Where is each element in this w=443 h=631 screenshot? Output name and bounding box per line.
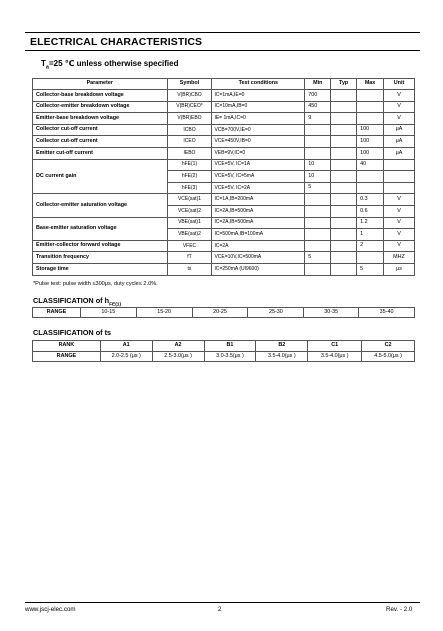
- typ-cell: [331, 124, 357, 136]
- hfe-classification-title: [33, 296, 121, 307]
- typ-cell: [331, 101, 357, 113]
- typ-cell: [331, 90, 357, 102]
- min-cell: [305, 263, 331, 275]
- typ-cell: [331, 147, 357, 159]
- parameter-cell: Collector-emitter saturation voltage: [33, 194, 168, 217]
- table-row: [33, 308, 415, 318]
- symbol-cell: VCE(sat)2: [167, 205, 212, 217]
- unit-cell: [384, 159, 415, 171]
- rank-cell: A2: [152, 341, 204, 352]
- parameter-cell: DC current gain: [33, 159, 168, 194]
- col-header: Parameter: [33, 79, 168, 90]
- max-cell: 100: [357, 136, 384, 148]
- unit-cell: μs: [384, 263, 415, 275]
- symbol-cell: ICEO: [167, 136, 212, 148]
- max-cell: 100: [357, 147, 384, 159]
- col-header: Min: [305, 79, 331, 90]
- table-row: [33, 351, 415, 362]
- symbol-cell: VCE(sat)1: [167, 194, 212, 206]
- table-row: [33, 90, 415, 102]
- test-cell: IC=1mA,IE=0: [212, 90, 305, 102]
- min-cell: 10: [305, 159, 331, 171]
- footer-website[interactable]: www.jscj-elec.com: [25, 606, 76, 613]
- min-cell: [305, 205, 331, 217]
- range-cell: 30-35: [304, 308, 359, 318]
- conditions-rest: =25 ℃ unless otherwise specified: [48, 59, 179, 68]
- range-cell: 3.5-4.0(μs ): [256, 351, 308, 362]
- max-cell: 40: [357, 159, 384, 171]
- test-cell: IC=2A,IB=500mA: [212, 205, 305, 217]
- unit-cell: μA: [384, 147, 415, 159]
- max-cell: 2: [357, 240, 384, 252]
- unit-cell: μA: [384, 136, 415, 148]
- unit-cell: μA: [384, 124, 415, 136]
- test-cell: IC=500mA,IB=100mA: [212, 229, 305, 241]
- table-row: [33, 341, 415, 352]
- typ-cell: [331, 229, 357, 241]
- test-cell: IC=1A,IB=200mA: [212, 194, 305, 206]
- test-cell: VCE=5V, IC=2A: [212, 182, 305, 194]
- typ-cell: [331, 194, 357, 206]
- parameter-cell: Collector-emitter breakdown voltage: [33, 101, 168, 113]
- typ-cell: [331, 263, 357, 275]
- col-header: Unit: [384, 79, 415, 90]
- unit-cell: V: [384, 113, 415, 125]
- max-cell: 100: [357, 124, 384, 136]
- max-cell: 1: [357, 229, 384, 241]
- min-cell: [305, 194, 331, 206]
- max-cell: 0.6: [357, 205, 384, 217]
- min-cell: [305, 124, 331, 136]
- min-cell: 10: [305, 171, 331, 183]
- symbol-cell: hFE(1): [167, 159, 212, 171]
- range-cell: 4.5-5.0(μs ): [362, 351, 415, 362]
- test-cell: VCE=5V, IC=1A: [212, 159, 305, 171]
- table-row: [33, 136, 415, 148]
- range-cell: 35-40: [359, 308, 415, 318]
- symbol-cell: VBE(sat)2: [167, 229, 212, 241]
- parameter-cell: Emitter-collector forward voltage: [33, 240, 168, 252]
- test-cell: VEB=9V,IC=0: [212, 147, 305, 159]
- symbol-cell: V(BR)CBO: [167, 90, 212, 102]
- top-rule: [25, 32, 420, 33]
- symbol-cell: V(BR)CEO*: [167, 101, 212, 113]
- table-header-row: [33, 79, 415, 90]
- pulse-test-note: *Pulse test: pulse width ≤300μs, duty cycle≤ 2.0%.: [33, 281, 158, 287]
- hfe-title-sub: FE(1): [109, 302, 122, 308]
- symbol-cell: hFE(2): [167, 171, 212, 183]
- min-cell: 450: [305, 101, 331, 113]
- typ-cell: [331, 217, 357, 229]
- test-cell: IC=10mA,IB=0: [212, 101, 305, 113]
- typ-cell: [331, 182, 357, 194]
- range-cell: 20-25: [192, 308, 248, 318]
- symbol-cell: ICBO: [167, 124, 212, 136]
- ts-classification-title: CLASSIFICATION of ts: [33, 328, 112, 337]
- typ-cell: [331, 171, 357, 183]
- electrical-characteristics-table: [32, 78, 415, 276]
- typ-cell: [331, 240, 357, 252]
- range-header-cell: RANGE: [33, 351, 101, 362]
- parameter-cell: Emitter cut-off current: [33, 147, 168, 159]
- test-cell: IC=250mA (UI9600): [212, 263, 305, 275]
- symbol-cell: hFE(3): [167, 182, 212, 194]
- min-cell: 5: [305, 252, 331, 264]
- rank-cell: B1: [204, 341, 256, 352]
- table-row: [33, 263, 415, 275]
- table-row: [33, 217, 415, 229]
- max-cell: [357, 113, 384, 125]
- footer-revision: Rev. - 2.0: [386, 606, 413, 613]
- typ-cell: [331, 159, 357, 171]
- min-cell: [305, 229, 331, 241]
- col-header: Symbol: [167, 79, 212, 90]
- symbol-cell: V(BR)EBO: [167, 113, 212, 125]
- range-cell: 2.5-3.0(μs ): [152, 351, 204, 362]
- test-cell: IE= 1mA,IC=0: [212, 113, 305, 125]
- min-cell: [305, 136, 331, 148]
- unit-cell: V: [384, 194, 415, 206]
- symbol-cell: IEBO: [167, 147, 212, 159]
- test-cell: VCE=5V, IC=5mA: [212, 171, 305, 183]
- range-cell: 15-20: [136, 308, 192, 318]
- test-cell: VCE=10V,IC=500mA: [212, 252, 305, 264]
- unit-cell: MHZ: [384, 252, 415, 264]
- unit-cell: V: [384, 205, 415, 217]
- parameter-cell: Base-emitter saturation voltage: [33, 217, 168, 240]
- max-cell: 5: [357, 263, 384, 275]
- typ-cell: [331, 113, 357, 125]
- parameter-cell: Collector cut-off current: [33, 124, 168, 136]
- unit-cell: V: [384, 101, 415, 113]
- unit-cell: V: [384, 240, 415, 252]
- test-cell: IC=2A,IB=500mA: [212, 217, 305, 229]
- range-cell: 3.0-3.5(μs ): [204, 351, 256, 362]
- range-cell: 10-15: [80, 308, 136, 318]
- max-cell: [357, 252, 384, 264]
- section-title: ELECTRICAL CHARACTERISTICS: [30, 36, 203, 48]
- ts-classification-table: [32, 340, 415, 362]
- table-row: [33, 124, 415, 136]
- max-cell: [357, 90, 384, 102]
- unit-cell: V: [384, 217, 415, 229]
- test-cell: VCE=450V,IB=0: [212, 136, 305, 148]
- rank-cell: C1: [308, 341, 362, 352]
- symbol-cell: ts: [167, 263, 212, 275]
- symbol-cell: VFEC: [167, 240, 212, 252]
- parameter-cell: Emitter-base breakdown voltage: [33, 113, 168, 125]
- table-row: [33, 101, 415, 113]
- table-row: [33, 147, 415, 159]
- max-cell: 0.3: [357, 194, 384, 206]
- footer-rule: [25, 602, 420, 603]
- range-cell: 25-30: [248, 308, 304, 318]
- range-cell: 3.5-4.0(μs ): [308, 351, 362, 362]
- min-cell: 5: [305, 182, 331, 194]
- typ-cell: [331, 136, 357, 148]
- table-row: [33, 159, 415, 171]
- table-row: [33, 194, 415, 206]
- typ-cell: [331, 252, 357, 264]
- rank-cell: B2: [256, 341, 308, 352]
- max-cell: [357, 171, 384, 183]
- test-cell: IC=2A: [212, 240, 305, 252]
- col-header: Test conditions: [212, 79, 305, 90]
- typ-cell: [331, 205, 357, 217]
- unit-cell: [384, 171, 415, 183]
- hfe-title-text: CLASSIFICATION of h: [33, 296, 110, 305]
- col-header: Max: [357, 79, 384, 90]
- min-cell: [305, 240, 331, 252]
- test-conditions-note: [41, 59, 178, 71]
- range-header-cell: RANGE: [33, 308, 81, 318]
- table-row: [33, 113, 415, 125]
- max-cell: [357, 101, 384, 113]
- conditions-t: T: [41, 59, 46, 68]
- parameter-cell: Collector cut-off current: [33, 136, 168, 148]
- max-cell: [357, 182, 384, 194]
- unit-cell: [384, 182, 415, 194]
- test-cell: VCB=700V,IE=0: [212, 124, 305, 136]
- parameter-cell: Collector-base breakdown voltage: [33, 90, 168, 102]
- hfe-classification-table: [32, 307, 415, 318]
- unit-cell: V: [384, 90, 415, 102]
- min-cell: [305, 147, 331, 159]
- title-rule: [25, 50, 420, 51]
- conditions-sub: a: [45, 64, 49, 71]
- unit-cell: V: [384, 229, 415, 241]
- min-cell: [305, 217, 331, 229]
- min-cell: 700: [305, 90, 331, 102]
- min-cell: 9: [305, 113, 331, 125]
- parameter-cell: Storage time: [33, 263, 168, 275]
- rank-header-cell: RANK: [33, 341, 101, 352]
- max-cell: 1.2: [357, 217, 384, 229]
- footer-page-number: 2: [218, 606, 222, 613]
- rank-cell: C2: [362, 341, 415, 352]
- rank-cell: A1: [100, 341, 152, 352]
- col-header: Typ: [331, 79, 357, 90]
- table-row: [33, 252, 415, 264]
- symbol-cell: fT: [167, 252, 212, 264]
- parameter-cell: Transition frequency: [33, 252, 168, 264]
- table-row: [33, 240, 415, 252]
- symbol-cell: VBE(sat)1: [167, 217, 212, 229]
- range-cell: 2.0-2.5 (μs ): [100, 351, 152, 362]
